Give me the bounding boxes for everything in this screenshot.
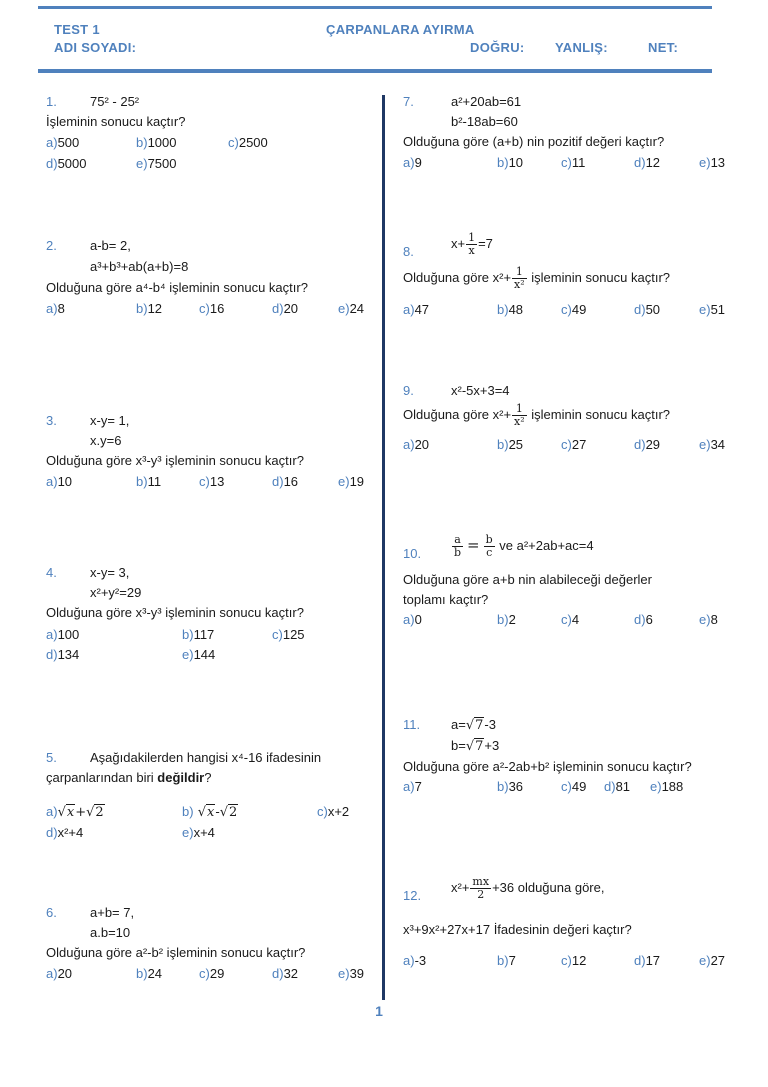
question-given-2: b²-18ab=60 <box>451 114 518 129</box>
option-e[interactable]: e)19 <box>338 474 365 489</box>
option-e[interactable]: e)144 <box>182 647 216 662</box>
question-stem-2: çarpanlarından biri değildir? <box>46 770 212 785</box>
option-d[interactable]: d)134 <box>46 647 80 662</box>
option-b[interactable]: b)7 <box>497 953 516 968</box>
question-number: 9. <box>403 383 414 398</box>
question-number: 12. <box>403 888 422 903</box>
option-b[interactable]: b) √x-√2 <box>182 804 238 820</box>
option-a[interactable]: a)9 <box>403 155 422 170</box>
question-given-1: x²-5x+3=4 <box>451 383 510 398</box>
option-c[interactable]: c)13 <box>199 474 225 489</box>
option-b[interactable]: b)1000 <box>136 135 177 150</box>
option-d[interactable]: d)32 <box>272 966 299 981</box>
question-5 <box>46 748 376 848</box>
question-9 <box>403 381 733 471</box>
option-c[interactable]: c)29 <box>199 966 225 981</box>
option-e[interactable]: e)51 <box>699 302 726 317</box>
option-d[interactable]: d)6 <box>634 612 653 627</box>
wrong-field-label: YANLIŞ: <box>555 40 608 55</box>
question-number: 2. <box>46 238 57 253</box>
option-c[interactable]: c)27 <box>561 437 587 452</box>
question-stem-1: Olduğuna göre a+b nin alabileceği değerler <box>403 572 652 587</box>
option-a[interactable]: a)-3 <box>403 953 427 968</box>
question-given-1: a-b= 2, <box>90 238 131 253</box>
option-d[interactable]: d)5000 <box>46 156 87 171</box>
question-stem: Olduğuna göre (a+b) nin pozitif değeri kaçtır? <box>403 134 665 149</box>
option-b[interactable]: b)2 <box>497 612 516 627</box>
header-top-rule <box>38 6 712 9</box>
option-b[interactable]: b)36 <box>497 779 524 794</box>
question-given-2: a.b=10 <box>90 925 131 940</box>
option-b[interactable]: b)24 <box>136 966 163 981</box>
option-b[interactable]: b)11 <box>136 474 162 489</box>
question-given-2: x.y=6 <box>90 433 122 448</box>
question-stem: Olduğuna göre x³-y³ işleminin sonucu kaçtır? <box>46 605 304 620</box>
option-a[interactable]: a)47 <box>403 302 430 317</box>
question-expression: 75² - 25² <box>90 94 140 109</box>
option-a[interactable]: a)7 <box>403 779 422 794</box>
option-b[interactable]: b)25 <box>497 437 524 452</box>
question-number: 8. <box>403 244 414 259</box>
option-e[interactable]: e)13 <box>699 155 726 170</box>
question-4 <box>46 563 376 673</box>
option-b[interactable]: b)12 <box>136 301 163 316</box>
question-stem: Olduğuna göre a²-b² işleminin sonucu kaçtır? <box>46 945 306 960</box>
question-given-1: x-y= 1, <box>90 413 130 428</box>
topic-title: ÇARPANLARA AYIRMA <box>326 22 475 37</box>
correct-field-label: DOĞRU: <box>470 40 525 55</box>
question-given-2: x²+y²=29 <box>90 585 142 600</box>
option-c[interactable]: c)49 <box>561 302 587 317</box>
option-a[interactable]: a)8 <box>46 301 65 316</box>
question-stem-1: Aşağıdakilerden hangisi x⁴-16 ifadesinin <box>90 750 322 765</box>
option-d[interactable]: d)16 <box>272 474 299 489</box>
question-given-1: x+ $\frac{1}{x}$ =7 <box>451 231 493 257</box>
option-a[interactable]: a)0 <box>403 612 422 627</box>
question-1 <box>46 92 376 182</box>
option-c[interactable]: c)2500 <box>228 135 268 150</box>
option-b[interactable]: b)48 <box>497 302 524 317</box>
question-stem: Olduğuna göre x²+ $\frac{1}{\text{x²}}$ işleminin sonucu kaçtır? <box>403 402 671 428</box>
option-c[interactable]: c)125 <box>272 627 305 642</box>
option-c[interactable]: c)49 <box>561 779 587 794</box>
option-d[interactable]: d)81 <box>604 779 631 794</box>
option-d[interactable]: d)29 <box>634 437 661 452</box>
option-c[interactable]: c)11 <box>561 155 586 170</box>
question-stem-2: toplamı kaçtır? <box>403 592 489 607</box>
option-a[interactable]: a)20 <box>403 437 430 452</box>
question-stem: Olduğuna göre a²-2ab+b² işleminin sonucu kaçtır? <box>403 759 692 774</box>
question-2 <box>46 236 376 326</box>
question-8 <box>403 232 733 332</box>
option-c[interactable]: c)x+2 <box>317 804 350 819</box>
question-given-1: x²+ $\frac{mx}{2}$ +36 olduğuna göre, <box>451 875 605 901</box>
option-d[interactable]: d)17 <box>634 953 661 968</box>
option-a[interactable]: a)100 <box>46 627 80 642</box>
question-12 <box>403 876 733 976</box>
question-stem: x³+9x²+27x+17 İfadesinin değeri kaçtır? <box>403 922 632 937</box>
option-e[interactable]: e)27 <box>699 953 726 968</box>
option-b[interactable]: b)10 <box>497 155 524 170</box>
option-e[interactable]: e)188 <box>650 779 684 794</box>
option-d[interactable]: d)x²+4 <box>46 825 84 840</box>
option-e[interactable]: e)8 <box>699 612 718 627</box>
name-field-label: ADI SOYADI: <box>54 40 137 55</box>
header-bottom-rule <box>38 69 712 73</box>
question-stem: İşleminin sonucu kaçtır? <box>46 114 186 129</box>
option-e[interactable]: e)39 <box>338 966 365 981</box>
question-number: 7. <box>403 94 414 109</box>
option-a[interactable]: a)10 <box>46 474 73 489</box>
option-d[interactable]: d)50 <box>634 302 661 317</box>
option-e[interactable]: e)7500 <box>136 156 177 171</box>
question-stem: Olduğuna göre a⁴-b⁴ işleminin sonucu kaçtır? <box>46 280 308 295</box>
option-a[interactable]: a)500 <box>46 135 80 150</box>
question-given-2: a³+b³+ab(a+b)=8 <box>90 259 189 274</box>
question-stem: Olduğuna göre x²+ $\frac{1}{\text{x²}}$ işleminin sonucu kaçtır? <box>403 265 671 291</box>
option-c[interactable]: c)12 <box>561 953 587 968</box>
test-label: TEST 1 <box>54 22 100 37</box>
option-d[interactable]: d)12 <box>634 155 661 170</box>
question-6 <box>46 903 376 993</box>
option-a[interactable]: a)√x+√2 <box>46 804 104 820</box>
option-e[interactable]: e)x+4 <box>182 825 215 840</box>
question-given-1: a+b= 7, <box>90 905 135 920</box>
option-e[interactable]: e)34 <box>699 437 726 452</box>
question-7 <box>403 92 733 182</box>
question-3 <box>46 411 376 501</box>
option-c[interactable]: c)16 <box>199 301 225 316</box>
question-given-2: b=√7+3 <box>451 738 500 754</box>
column-divider <box>382 95 385 1000</box>
net-field-label: NET: <box>648 40 679 55</box>
question-given-1: x-y= 3, <box>90 565 130 580</box>
question-number: 4. <box>46 565 57 580</box>
question-number: 3. <box>46 413 57 428</box>
question-stem: Olduğuna göre x³-y³ işleminin sonucu kaçtır? <box>46 453 304 468</box>
question-given-1: $\frac{a}{b}$ = $\frac{b}{c}$ ve a²+2ab+ac=4 <box>454 533 594 559</box>
question-number: 11. <box>403 717 421 732</box>
option-c[interactable]: c)4 <box>561 612 580 627</box>
question-10 <box>403 534 733 634</box>
option-a[interactable]: a)20 <box>46 966 73 981</box>
option-e[interactable]: e)24 <box>338 301 365 316</box>
page-number: 1 <box>375 1003 383 1019</box>
option-d[interactable]: d)20 <box>272 301 299 316</box>
option-b[interactable]: b)117 <box>182 627 215 642</box>
question-number: 10. <box>403 546 422 561</box>
question-11 <box>403 715 733 805</box>
question-number: 1. <box>46 94 57 109</box>
question-given-1: a=√7-3 <box>451 717 496 733</box>
question-number: 5. <box>46 750 57 765</box>
question-given-1: a²+20ab=61 <box>451 94 522 109</box>
question-number: 6. <box>46 905 57 920</box>
